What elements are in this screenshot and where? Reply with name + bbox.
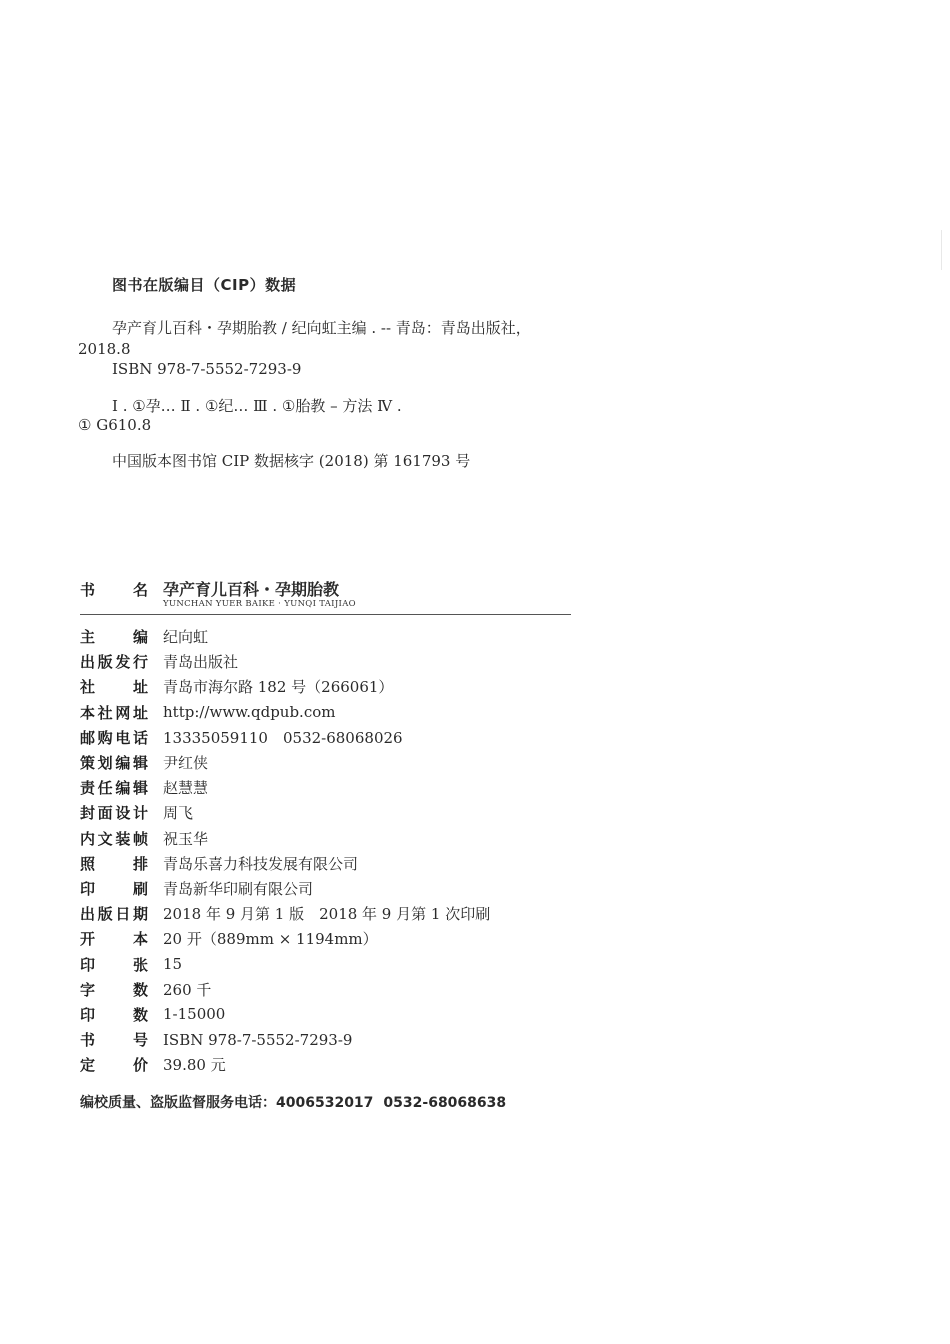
info-value: 青岛乐喜力科技发展有限公司 [163,854,359,873]
info-key [80,652,148,672]
key-char: 数 [132,1005,148,1024]
key-char: 开 [80,930,96,949]
info-value: 纪向虹 [163,628,209,647]
key-char: 版 [97,905,113,924]
info-key [80,1030,148,1050]
key-char: 印 [80,955,96,974]
key-char: 本 [80,703,96,722]
key-char: 出 [80,653,96,672]
info-row [80,800,490,825]
key-char: 内 [80,829,96,848]
info-key [80,1004,148,1024]
cip-line-title: 孕产育儿百科・孕期胎教 / 纪向虹主编 . -- 青岛：青岛出版社， [112,319,531,337]
key-char: 购 [97,728,113,747]
key-char: 行 [132,653,148,672]
info-key [80,727,148,747]
key-char: 字 [80,980,96,999]
key-char: 任 [97,779,113,798]
key-char: 号 [132,1031,148,1050]
key-char: 话 [132,728,148,747]
key-char: 编 [115,754,131,773]
cip-line-classification: ① G610.8 [78,416,152,434]
key-char: 编 [132,628,148,647]
info-row [80,624,490,649]
key-char: 发 [115,653,131,672]
info-key [80,904,148,924]
info-value: 青岛出版社 [163,653,239,672]
scan-edge-mark [941,230,942,270]
info-value: ISBN 978-7-5552-7293-9 [163,1030,353,1049]
key-char: 编 [115,779,131,798]
key-char: 价 [132,1056,148,1075]
footer-phone-1: 4006532017 [276,1095,374,1111]
info-row [80,977,490,1002]
info-row [80,775,490,800]
info-key [80,702,148,722]
info-key [80,878,148,898]
footer-label: 编校质量、盗版监督服务电话： [80,1095,276,1111]
info-value: http://www.qdpub.com [163,703,336,722]
info-row [80,951,490,976]
cip-line-date: 2018.8 [78,340,131,358]
key-char: 辑 [132,779,148,798]
key-char: 面 [97,804,113,823]
info-key [80,778,148,798]
info-value: 赵慧慧 [163,779,209,798]
cip-line-approval: 中国版本图书馆 CIP 数据核字 (2018) 第 161793 号 [112,452,471,470]
info-key [80,1055,148,1075]
key-char: 印 [80,879,96,898]
key-char: 名 [132,581,148,599]
key-char: 封 [80,804,96,823]
key-char: 社 [80,678,96,697]
key-char: 策 [80,754,96,773]
info-row [80,725,490,750]
info-row [80,901,490,926]
cip-heading: 图书在版编目（CIP）数据 [112,276,297,294]
footer-hotline [80,1092,506,1112]
info-row [80,876,490,901]
key-char: 日 [115,905,131,924]
book-title-row [80,577,339,600]
info-row [80,1027,490,1052]
info-row [80,700,490,725]
key-char: 邮 [80,728,96,747]
info-row [80,926,490,951]
key-char: 电 [115,728,131,747]
info-value: 尹红侠 [163,754,209,773]
key-char: 版 [97,653,113,672]
key-char: 设 [115,804,131,823]
key-char: 主 [80,628,96,647]
key-char: 本 [132,930,148,949]
divider [80,614,571,615]
key-char: 出 [80,905,96,924]
key-char: 社 [97,703,113,722]
cip-line-subjects: Ⅰ . ①孕… Ⅱ . ①纪… Ⅲ . ①胎教 – 方法 Ⅳ . [112,397,402,415]
info-value: 周飞 [163,804,194,823]
info-row [80,649,490,674]
key-char: 期 [132,905,148,924]
info-row [80,1002,490,1027]
info-value: 15 [163,955,183,974]
key-char: 张 [132,955,148,974]
info-value: 20 开（889mm × 1194mm） [163,930,378,949]
info-row [80,826,490,851]
info-key [80,753,148,773]
key-char: 印 [80,1005,96,1024]
info-row [80,750,490,775]
cip-line-isbn: ISBN 978-7-5552-7293-9 [112,360,302,378]
info-key [80,954,148,974]
key-char: 书 [80,581,96,599]
key-char: 计 [132,804,148,823]
info-row [80,1052,490,1077]
info-value: 祝玉华 [163,829,209,848]
info-key [80,828,148,848]
publication-info-list [80,624,490,1077]
info-row [80,851,490,876]
key-char: 文 [97,829,113,848]
key-char: 址 [132,703,148,722]
key-char: 帧 [132,829,148,848]
key-char: 排 [132,854,148,873]
info-value: 39.80 元 [163,1056,226,1075]
key-char: 网 [115,703,131,722]
key-char: 装 [115,829,131,848]
info-value: 青岛新华印刷有限公司 [163,879,314,898]
key-char: 书 [80,1031,96,1050]
info-value: 260 千 [163,980,212,999]
key-char: 划 [97,754,113,773]
key-char: 责 [80,779,96,798]
key-char: 刷 [132,879,148,898]
info-key [80,677,148,697]
info-value: 1-15000 [163,1005,226,1024]
key-char: 辑 [132,754,148,773]
info-row [80,674,490,699]
book-title: 孕产育儿百科・孕期胎教 [163,580,340,599]
info-value: 13335059110 0532-68068026 [163,728,403,747]
info-value: 2018 年 9 月第 1 版 2018 年 9 月第 1 次印刷 [163,905,491,924]
info-key [80,929,148,949]
info-key [80,979,148,999]
key-char: 照 [80,854,96,873]
key-char: 数 [132,980,148,999]
book-title-key [80,579,148,600]
info-key [80,627,148,647]
info-value: 青岛市海尔路 182 号（266061） [163,678,394,697]
key-char: 定 [80,1056,96,1075]
info-key [80,853,148,873]
key-char: 址 [132,678,148,697]
info-key [80,803,148,823]
footer-phone-2: 0532-68068638 [383,1095,507,1111]
book-title-pinyin: YUNCHAN YUER BAIKE · YUNQI TAIJIAO [163,599,356,609]
